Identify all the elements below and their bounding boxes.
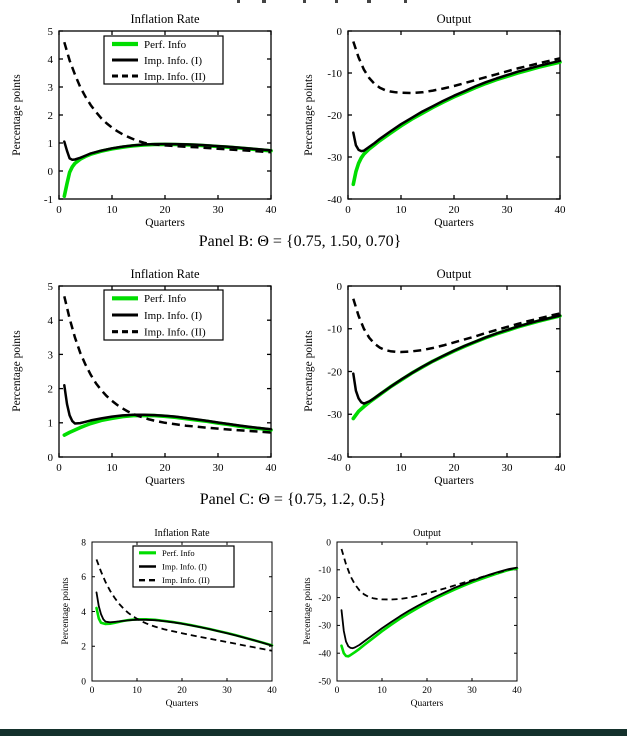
chart-a-output [303, 12, 566, 229]
x-tick-label: 0 [89, 686, 95, 696]
legend [104, 36, 223, 84]
y-tick-label: 2 [47, 383, 53, 396]
y-tick-label: 3 [47, 349, 53, 362]
legend-label: Imp. Info. (I) [144, 309, 203, 322]
chart-title: Inflation Rate [154, 528, 210, 539]
x-axis-label: Quarters [165, 699, 199, 709]
y-tick-label: -30 [327, 409, 342, 422]
chart-title: Output [413, 528, 441, 539]
y-tick-label: 5 [47, 280, 53, 293]
legend-label: Perf. Info [162, 547, 195, 558]
y-tick-label: 2 [81, 642, 86, 653]
plot-box [348, 31, 560, 199]
y-axis-label: Percentage points [303, 577, 313, 645]
y-tick-label: 3 [47, 81, 53, 94]
x-tick-label: 20 [422, 686, 432, 696]
y-tick-label: -50 [318, 677, 331, 688]
x-tick-label: 0 [56, 462, 62, 474]
x-tick-label: 40 [267, 686, 277, 696]
x-tick-label: 10 [106, 204, 118, 216]
x-tick-label: 0 [334, 686, 340, 696]
series-imp-info-i [353, 316, 560, 404]
y-axis-label: Percentage points [61, 577, 71, 645]
y-axis-label: Percentage points [303, 330, 315, 412]
x-tick-label: 30 [501, 204, 513, 216]
x-tick-label: 10 [395, 204, 407, 216]
x-tick-label: 0 [345, 204, 351, 216]
x-tick-label: 10 [106, 462, 118, 474]
y-tick-label: -20 [327, 366, 342, 379]
x-axis-label: Quarters [434, 475, 474, 487]
y-tick-label: -30 [318, 621, 331, 632]
panel-c-caption: Panel C: Θ = {0.75, 1.2, 0.5} [199, 491, 387, 508]
x-tick-label: 30 [501, 462, 513, 474]
y-tick-label: 0 [326, 538, 331, 549]
y-tick-label: -20 [318, 593, 331, 604]
y-tick-label: -40 [318, 649, 331, 660]
legend-label: Imp. Info. (II) [162, 575, 210, 586]
y-tick-label: 4 [47, 53, 53, 66]
chart-title: Output [436, 267, 472, 281]
y-tick-label: 0 [47, 165, 53, 178]
y-tick-label: -10 [327, 67, 342, 80]
y-tick-label: 5 [47, 25, 53, 38]
x-tick-label: 0 [56, 204, 62, 216]
legend-label: Imp. Info. (II) [144, 326, 206, 339]
y-axis-label: Percentage points [11, 330, 23, 412]
legend-label: Imp. Info. (I) [144, 54, 203, 67]
y-axis-label: Percentage points [303, 74, 315, 156]
legend [133, 546, 234, 587]
bottom-bar [0, 729, 627, 736]
panel-b-caption: Panel B: Θ = {0.75, 1.50, 0.70} [198, 233, 402, 250]
y-tick-label: 4 [81, 607, 86, 618]
x-tick-label: 30 [467, 686, 477, 696]
x-tick-label: 20 [177, 686, 187, 696]
x-tick-label: 40 [554, 462, 566, 474]
y-tick-label: -30 [327, 151, 342, 164]
y-tick-label: 0 [81, 677, 86, 688]
series-imp-info-i [97, 592, 273, 645]
chart-a-inflation [11, 12, 277, 229]
chart-c-inflation [61, 528, 277, 709]
x-axis-label: Quarters [145, 217, 185, 229]
x-tick-label: 10 [377, 686, 387, 696]
series-imp-info-ii [342, 549, 518, 600]
legend-label: Perf. Info [144, 293, 187, 306]
y-tick-label: 6 [81, 573, 86, 584]
y-tick-label: -10 [318, 566, 331, 577]
x-tick-label: 20 [448, 462, 460, 474]
y-tick-label: 0 [336, 280, 342, 293]
y-tick-label: 1 [47, 137, 53, 150]
chart-b-output [303, 267, 566, 487]
x-axis-label: Quarters [145, 475, 185, 487]
x-tick-label: 20 [159, 462, 171, 474]
x-tick-label: 30 [212, 462, 224, 474]
y-tick-label: 2 [47, 109, 53, 122]
x-tick-label: 40 [512, 686, 522, 696]
y-tick-label: -40 [327, 451, 342, 464]
series-imp-info-ii [353, 42, 560, 94]
chart-c-output [303, 528, 522, 709]
y-tick-label: 4 [47, 315, 53, 328]
legend-label: Perf. Info [144, 38, 187, 51]
chart-title: Output [436, 12, 472, 26]
series-perf-info [353, 62, 560, 184]
x-tick-label: 30 [222, 686, 232, 696]
series-imp-info-i [342, 568, 518, 649]
x-tick-label: 20 [159, 204, 171, 216]
chart-title: Inflation Rate [130, 267, 200, 281]
x-tick-label: 20 [448, 204, 460, 216]
series-perf-info [342, 568, 518, 656]
x-axis-label: Quarters [410, 699, 444, 709]
x-axis-label: Quarters [434, 217, 474, 229]
legend-label: Imp. Info. (I) [162, 561, 207, 572]
x-tick-label: 0 [345, 462, 351, 474]
chart-title: Inflation Rate [130, 12, 200, 26]
y-tick-label: -40 [327, 193, 342, 206]
y-tick-label: 1 [47, 417, 53, 430]
plot-box [348, 286, 560, 457]
legend-label: Imp. Info. (II) [144, 70, 206, 83]
x-tick-label: 10 [132, 686, 142, 696]
x-tick-label: 40 [265, 204, 277, 216]
y-tick-label: 0 [336, 25, 342, 38]
y-tick-label: -10 [327, 323, 342, 336]
legend [104, 290, 223, 340]
x-tick-label: 30 [212, 204, 224, 216]
y-tick-label: 0 [47, 451, 53, 464]
chart-b-inflation [11, 267, 277, 487]
plot-box [337, 542, 517, 681]
y-axis-label: Percentage points [11, 74, 23, 156]
y-tick-label: -20 [327, 109, 342, 122]
series-perf-info [353, 316, 560, 419]
y-tick-label: 8 [81, 538, 86, 549]
y-tick-label: -1 [43, 193, 53, 206]
x-tick-label: 10 [395, 462, 407, 474]
x-tick-label: 40 [554, 204, 566, 216]
x-tick-label: 40 [265, 462, 277, 474]
series-perf-info [97, 608, 273, 645]
